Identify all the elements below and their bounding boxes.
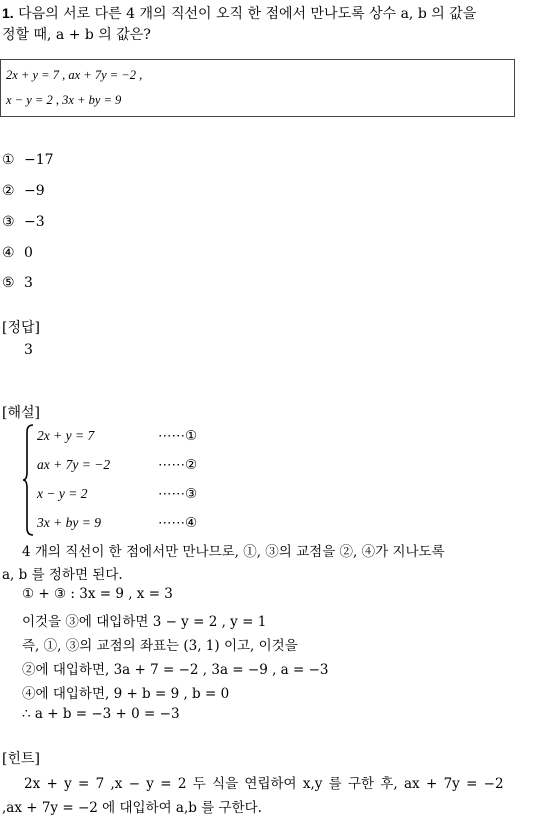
equation-box	[0, 59, 515, 117]
equation-box-row-2: x − y = 2 , 3x + by = 9	[6, 93, 122, 107]
question-line-1	[2, 2, 476, 25]
choice-3-value: −3	[24, 214, 45, 230]
system-eq-1: 2x + y = 7	[37, 428, 95, 443]
solution-para-line-1: 4 개의 직선이 한 점에서만 만나므로, ①, ③의 교점을 ②, ④가 지나도록	[22, 544, 445, 560]
hint-title: [힌트]	[2, 751, 40, 767]
system-brace	[22, 424, 34, 536]
choice-2[interactable]	[2, 183, 45, 199]
choice-4-value: 0	[24, 245, 33, 261]
answer-title: [정답]	[2, 320, 40, 336]
choice-1-value: −17	[24, 152, 54, 168]
choice-2-mark: ②	[2, 183, 15, 199]
solution-step-5: ④에 대입하면, 9 + b = 9 , b = 0	[22, 686, 230, 702]
question-text-2: 정할 때, a + b 의 값은?	[2, 27, 151, 43]
equation-box-row-1: 2x + y = 7 , ax + 7y = −2 ,	[6, 68, 143, 82]
system-tag-1: ⋯⋯①	[158, 428, 198, 444]
system-eq-3: x − y = 2	[37, 486, 88, 501]
solution-step-1: ① + ③ : 3x = 9 , x = 3	[22, 586, 173, 602]
choice-4[interactable]	[2, 245, 33, 261]
solution-title: [해설]	[2, 405, 40, 421]
system-tag-2: ⋯⋯②	[158, 457, 198, 473]
system-eq-4: 3x + by = 9	[37, 515, 101, 530]
solution-para-line-2: a, b 를 정하면 된다.	[2, 567, 123, 583]
hint-line-1: 2x + y = 7 ,x − y = 2 두 식을 연립하여 x,y 를 구한 후, ax + 7y = −2	[24, 776, 504, 792]
solution-step-4: ②에 대입하면, 3a + 7 = −2 , 3a = −9 , a = −3	[22, 662, 329, 678]
solution-step-2: 이것을 ③에 대입하면 3 − y = 2 , y = 1	[22, 614, 267, 630]
choice-3-mark: ③	[2, 214, 15, 230]
question-number: 1.	[2, 5, 14, 21]
solution-step-6: ∴ a + b = −3 + 0 = −3	[22, 706, 180, 722]
question-text-1: 다음의 서로 다른 4 개의 직선이 오직 한 점에서 만나도록 상수 a, b 의 값을	[18, 6, 477, 22]
choice-4-mark: ④	[2, 245, 15, 261]
hint-line-2: ,ax + 7y = −2 에 대입하여 a,b 를 구한다.	[2, 800, 262, 816]
choice-1[interactable]	[2, 152, 54, 168]
system-tag-3: ⋯⋯③	[158, 486, 198, 502]
choice-2-value: −9	[24, 183, 45, 199]
solution-step-3: 즉, ①, ③의 교점의 좌표는 (3, 1) 이고, 이것을	[22, 638, 298, 654]
choice-3[interactable]	[2, 214, 45, 230]
choice-1-mark: ①	[2, 152, 15, 168]
choice-5[interactable]	[2, 275, 33, 291]
choice-5-value: 3	[24, 275, 33, 291]
answer-value: 3	[24, 342, 33, 358]
question-line-2	[2, 24, 151, 46]
system-tag-4: ⋯⋯④	[158, 515, 198, 531]
choice-5-mark: ⑤	[2, 275, 15, 291]
system-eq-2: ax + 7y = −2	[37, 457, 111, 472]
